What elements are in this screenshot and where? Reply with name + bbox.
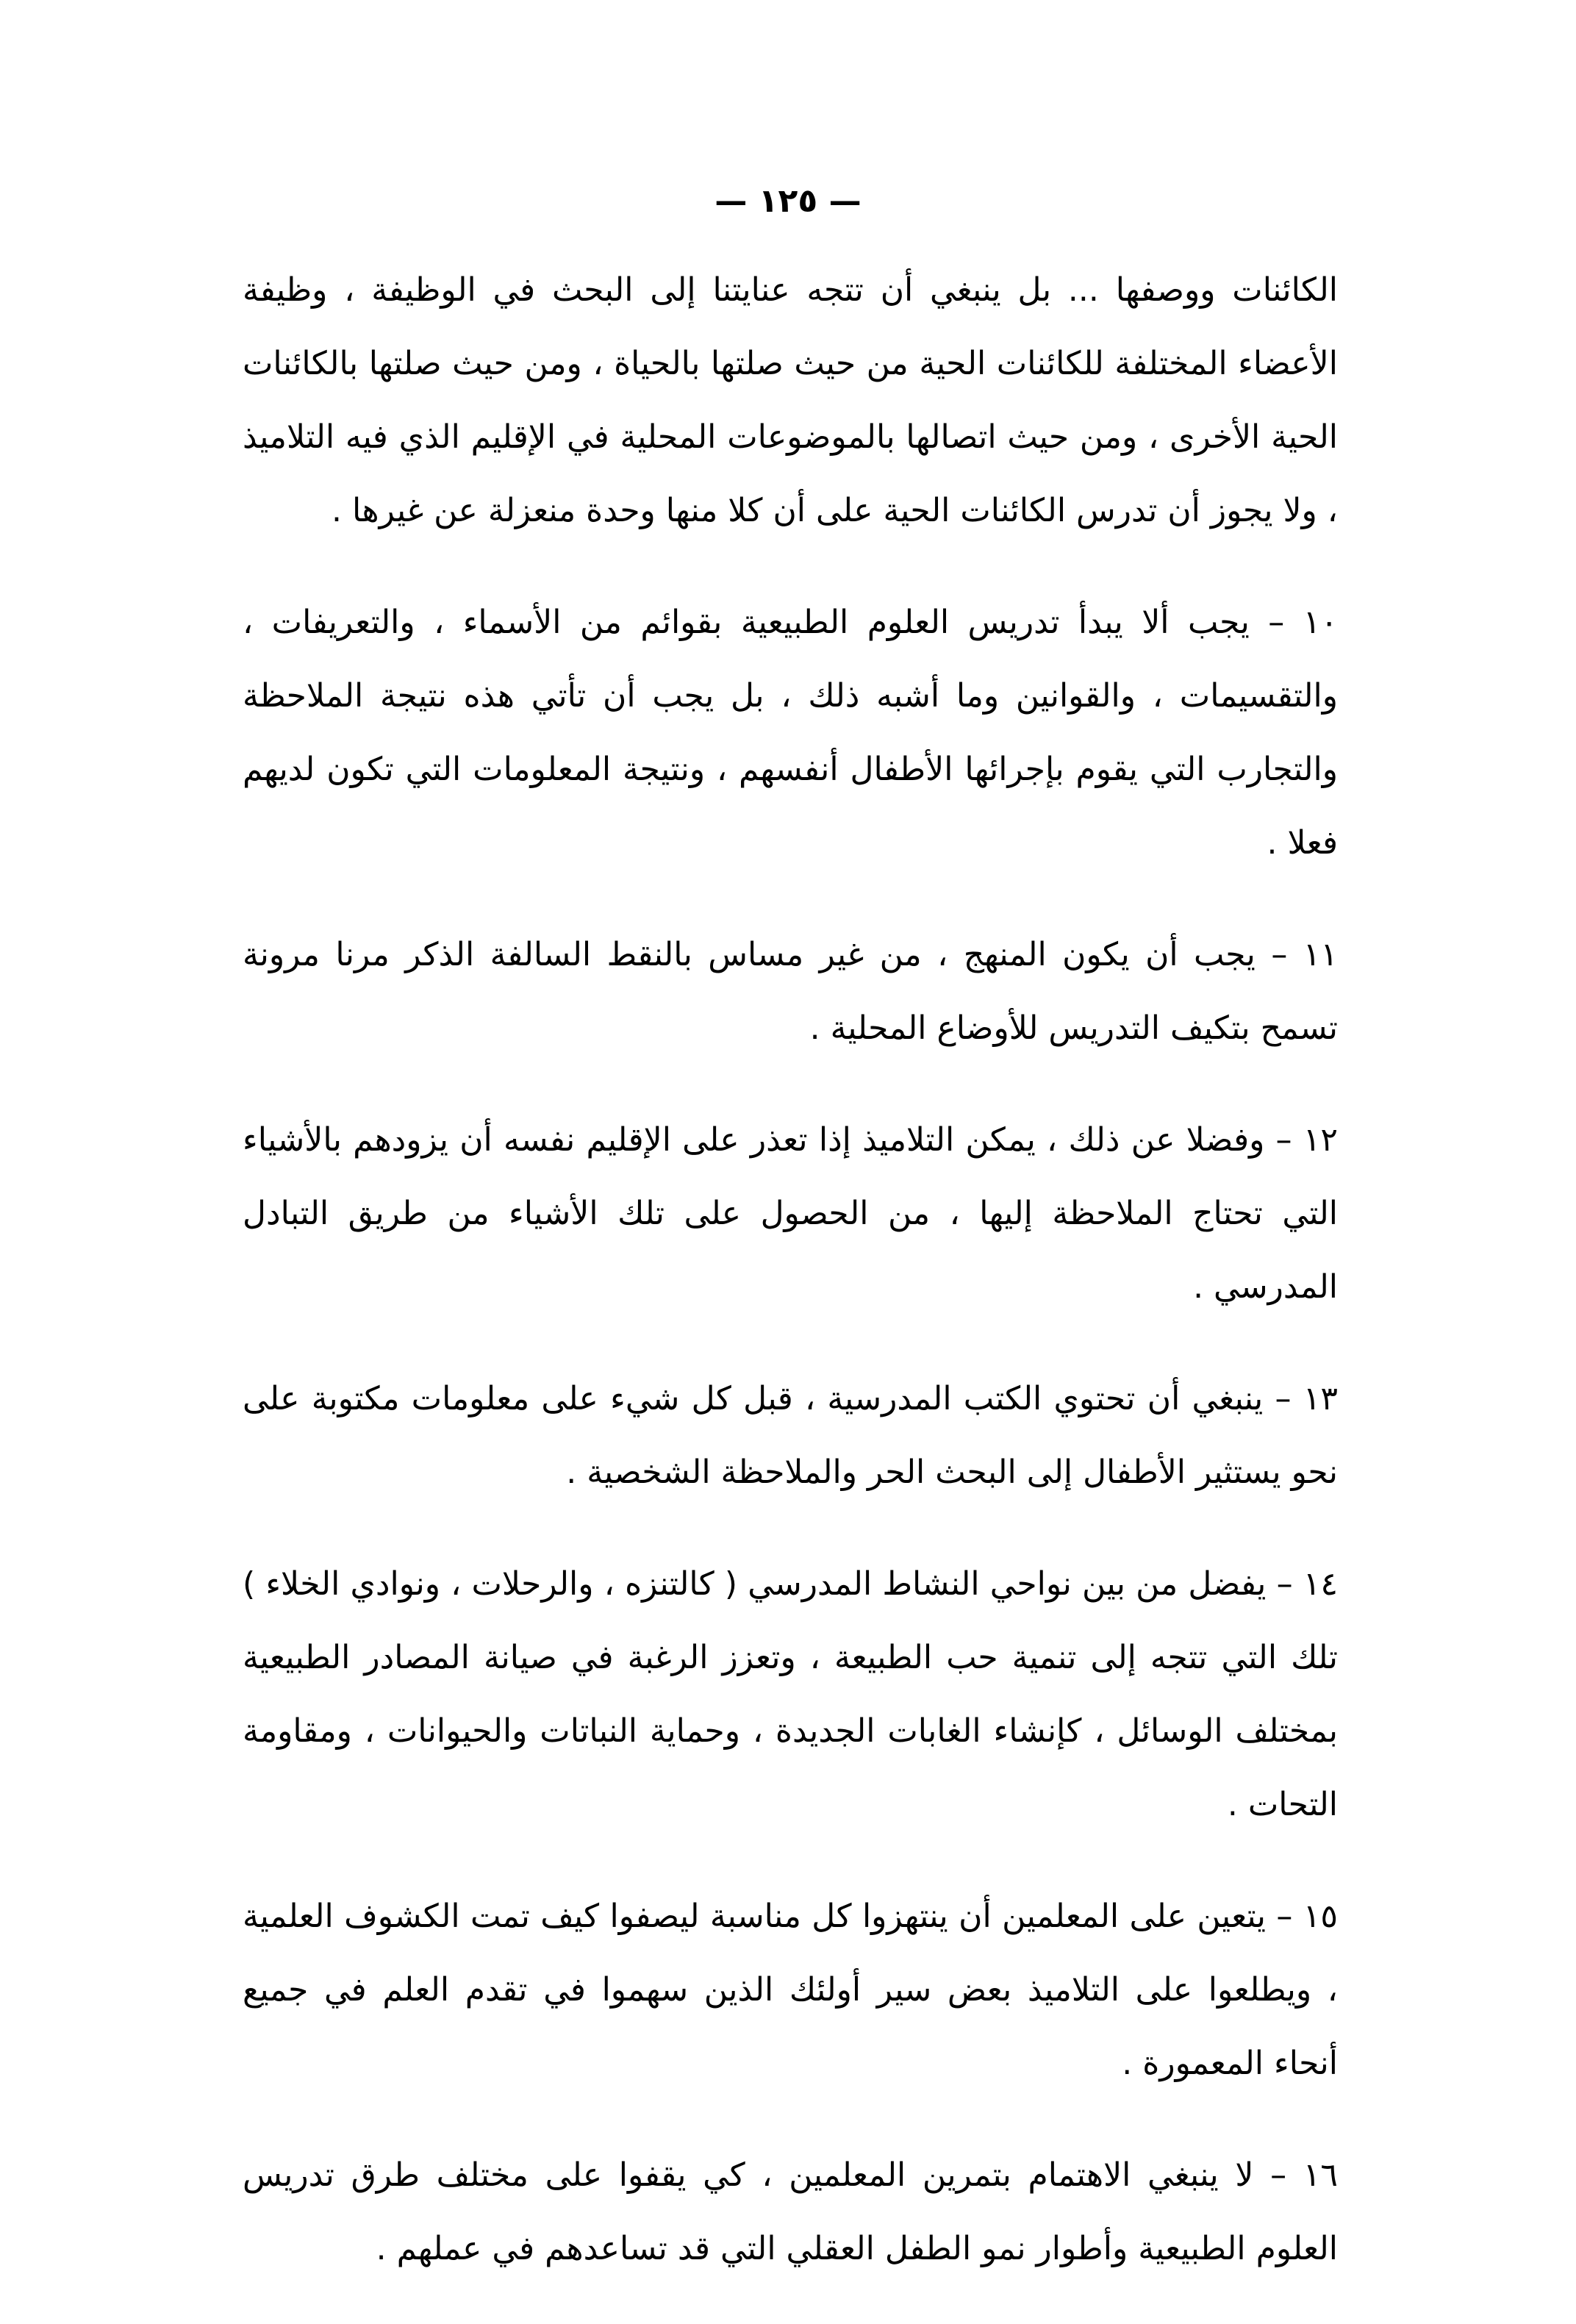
paragraph-item-15: ١٥ – يتعين على المعلمين أن ينتهزوا كل مناسبة ليصفوا كيف تمت الكشوف العلمية ، ويطلعوا على التلاميذ بعض سير أولئك الذين سهموا في تقدم العلم في جميع أنحاء المعمورة . <box>243 1898 1338 2082</box>
paragraph-item-14: ١٤ – يفضل من بين نواحي النشاط المدرسي ( كالتنزه ، والرحلات ، ونوادي الخلاء ) تلك التي تتجه إلى تنمية حب الطبيعة ، وتعزز الرغبة في صيانة المصادر الطبيعية بمختلف الوسائل ، كإنشاء الغابات الجديدة ، وحماية النباتات والحيوانات ، ومقاومة التحات . <box>243 1565 1338 1823</box>
paragraph-item-16: ١٦ – لا ينبغي الاهتمام بتمرين المعلمين ، كي يقفوا على مختلف طرق تدريس العلوم الطبيعية وأطوار نمو الطفل العقلي التي قد تساعدهم في عملهم . <box>243 2156 1338 2267</box>
page-number: — ١٢٥ — <box>714 182 862 220</box>
paragraph-item-11: ١١ – يجب أن يكون المنهج ، من غير مساس بالنقط السالفة الذكر مرنا مرونة تسمح بتكيف التدريس للأوضاع المحلية . <box>243 936 1338 1047</box>
paragraph-item-13: ١٣ – ينبغي أن تحتوي الكتب المدرسية ، قبل كل شيء على معلومات مكتوبة على نحو يستثير الأطفال إلى البحث الحر والملاحظة الشخصية . <box>243 1380 1338 1491</box>
paragraph-item-10: ١٠ – يجب ألا يبدأ تدريس العلوم الطبيعية بقوائم من الأسماء ، والتعريفات ، والتقسيمات ، والقوانين وما أشبه ذلك ، بل يجب أن تأتي هذه نتيجة الملاحظة والتجارب التي يقوم بإجرائها الأطفال أنفسهم ، ونتيجة المعلومات التي تكون لديهم فعلا . <box>243 604 1338 862</box>
paragraph-item-12: ١٢ – وفضلا عن ذلك ، يمكن التلاميذ إذا تعذر على الإقليم نفسه أن يزودهم بالأشياء التي تحتاج الملاحظة إليها ، من الحصول على تلك الأشياء من طريق التبادل المدرسي . <box>243 1121 1338 1306</box>
page-body <box>243 254 1338 2324</box>
paragraph-continuation: الكائنات ووصفها ... بل ينبغي أن تتجه عنايتنا إلى البحث في الوظيفة ، وظيفة الأعضاء المختلفة للكائنات الحية من حيث صلتها بالحياة ، ومن حيث صلتها بالكائنات الحية الأخرى ، ومن حيث اتصالها بالموضوعات المحلية في الإقليم الذي فيه التلاميذ ، ولا يجوز أن تدرس الكائنات الحية على أن كلا منها وحدة منعزلة عن غيرها . <box>243 271 1338 529</box>
